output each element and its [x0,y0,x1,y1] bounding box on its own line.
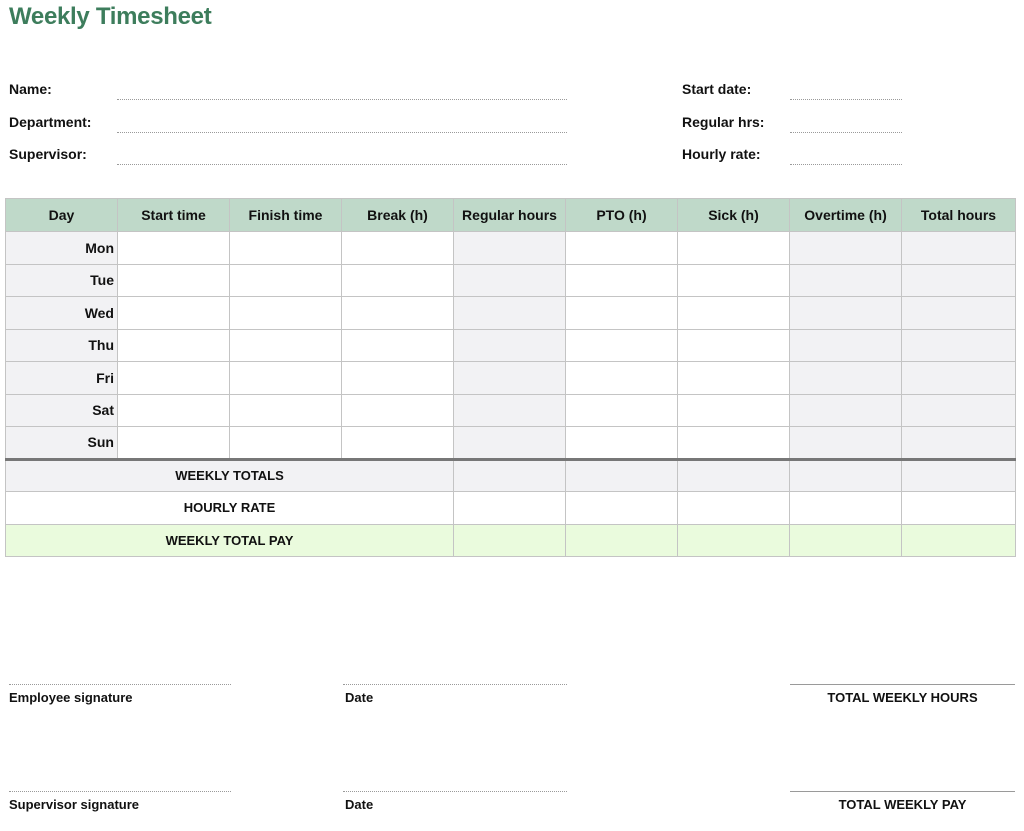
header-start-time: Start time [118,199,230,232]
table-row [6,427,1016,460]
supervisor-label: Supervisor: [9,146,87,162]
break-cell[interactable] [342,394,454,427]
pay-regular-cell [454,524,566,557]
start-time-cell[interactable] [118,297,230,330]
rate-overtime-cell[interactable] [790,492,902,525]
finish-time-cell[interactable] [230,427,342,460]
sick-cell[interactable] [678,427,790,460]
supervisor-date-line[interactable] [343,791,567,792]
pto-cell[interactable] [566,264,678,297]
total-weekly-pay-line[interactable] [790,791,1015,792]
rate-pto-cell[interactable] [566,492,678,525]
employee-signature-label: Employee signature [9,690,133,705]
regular-hours-cell [454,394,566,427]
timesheet-table [5,198,1016,557]
total-hours-cell [902,329,1016,362]
start-time-cell[interactable] [118,264,230,297]
supervisor-field[interactable] [117,164,567,165]
weekly-overtime-cell [790,459,902,492]
table-row [6,329,1016,362]
rate-sick-cell[interactable] [678,492,790,525]
header-break: Break (h) [342,199,454,232]
regular-hours-cell [454,329,566,362]
break-cell[interactable] [342,329,454,362]
employee-date-label: Date [345,690,374,705]
break-cell[interactable] [342,264,454,297]
start-time-cell[interactable] [118,427,230,460]
total-hours-cell [902,427,1016,460]
total-hours-cell [902,362,1016,395]
header-day: Day [6,199,118,232]
total-weekly-pay-label: TOTAL WEEKLY PAY [838,797,967,812]
finish-time-cell[interactable] [230,362,342,395]
finish-time-cell[interactable] [230,329,342,362]
name-label: Name: [9,81,52,97]
department-label: Department: [9,114,92,130]
sick-cell[interactable] [678,362,790,395]
regular-hrs-label: Regular hrs: [682,114,765,130]
table-row [6,264,1016,297]
sick-cell[interactable] [678,264,790,297]
sick-cell[interactable] [678,232,790,265]
total-hours-cell [902,297,1016,330]
supervisor-signature-label: Supervisor signature [9,797,140,812]
total-hours-cell [902,264,1016,297]
overtime-cell [790,362,902,395]
employee-signature-line[interactable] [9,684,231,685]
regular-hours-cell [454,297,566,330]
supervisor-date-label: Date [345,797,374,812]
regular-hours-cell [454,232,566,265]
pto-cell[interactable] [566,394,678,427]
weekly-pto-cell [566,459,678,492]
overtime-cell [790,264,902,297]
header-total-hours: Total hours [902,199,1016,232]
name-field[interactable] [117,99,567,100]
header-finish-time: Finish time [230,199,342,232]
finish-time-cell[interactable] [230,297,342,330]
day-label: Fri [6,362,118,395]
day-label: Sat [6,394,118,427]
start-time-cell[interactable] [118,394,230,427]
header-sick: Sick (h) [678,199,790,232]
pto-cell[interactable] [566,232,678,265]
pto-cell[interactable] [566,329,678,362]
weekly-sick-cell [678,459,790,492]
regular-hours-cell [454,427,566,460]
supervisor-signature-line[interactable] [9,791,231,792]
table-row [6,362,1016,395]
overtime-cell [790,394,902,427]
rate-regular-cell[interactable] [454,492,566,525]
break-cell[interactable] [342,362,454,395]
weekly-totals-row [6,459,1016,492]
finish-time-cell[interactable] [230,394,342,427]
weekly-regular-hours-cell [454,459,566,492]
table-row [6,394,1016,427]
hourly-rate-label: Hourly rate: [682,146,761,162]
pto-cell[interactable] [566,297,678,330]
day-label: Tue [6,264,118,297]
employee-date-line[interactable] [343,684,567,685]
break-cell[interactable] [342,232,454,265]
regular-hrs-field[interactable] [790,132,902,133]
day-label: Wed [6,297,118,330]
total-weekly-hours-label: TOTAL WEEKLY HOURS [827,690,978,705]
header-overtime: Overtime (h) [790,199,902,232]
start-time-cell[interactable] [118,329,230,362]
pay-total-cell [902,524,1016,557]
hourly-rate-row-label: HOURLY RATE [6,492,454,525]
day-label: Mon [6,232,118,265]
weekly-totals-label: WEEKLY TOTALS [6,459,454,492]
sick-cell[interactable] [678,394,790,427]
start-date-field[interactable] [790,99,902,100]
table-row [6,297,1016,330]
start-date-label: Start date: [682,81,752,97]
sick-cell[interactable] [678,297,790,330]
table-header-row [6,199,1016,232]
total-hours-cell [902,394,1016,427]
table-row [6,232,1016,265]
start-time-cell[interactable] [118,232,230,265]
weekly-total-hours-cell [902,459,1016,492]
pay-overtime-cell [790,524,902,557]
regular-hours-cell [454,362,566,395]
header-regular-hours: Regular hours [454,199,566,232]
break-cell[interactable] [342,297,454,330]
regular-hours-cell [454,264,566,297]
hourly-rate-field[interactable] [790,164,902,165]
day-label: Thu [6,329,118,362]
weekly-total-pay-row [6,524,1016,557]
total-weekly-hours-line[interactable] [790,684,1015,685]
finish-time-cell[interactable] [230,232,342,265]
start-time-cell[interactable] [118,362,230,395]
total-hours-cell [902,232,1016,265]
overtime-cell [790,297,902,330]
hourly-rate-row [6,492,1016,525]
rate-total-cell[interactable] [902,492,1016,525]
page-title: Weekly Timesheet [9,3,212,30]
overtime-cell [790,427,902,460]
pto-cell[interactable] [566,427,678,460]
finish-time-cell[interactable] [230,264,342,297]
pay-pto-cell [566,524,678,557]
break-cell[interactable] [342,427,454,460]
sick-cell[interactable] [678,329,790,362]
overtime-cell [790,329,902,362]
pay-sick-cell [678,524,790,557]
department-field[interactable] [117,132,567,133]
weekly-total-pay-label: WEEKLY TOTAL PAY [6,524,454,557]
header-pto: PTO (h) [566,199,678,232]
pto-cell[interactable] [566,362,678,395]
day-label: Sun [6,427,118,460]
overtime-cell [790,232,902,265]
